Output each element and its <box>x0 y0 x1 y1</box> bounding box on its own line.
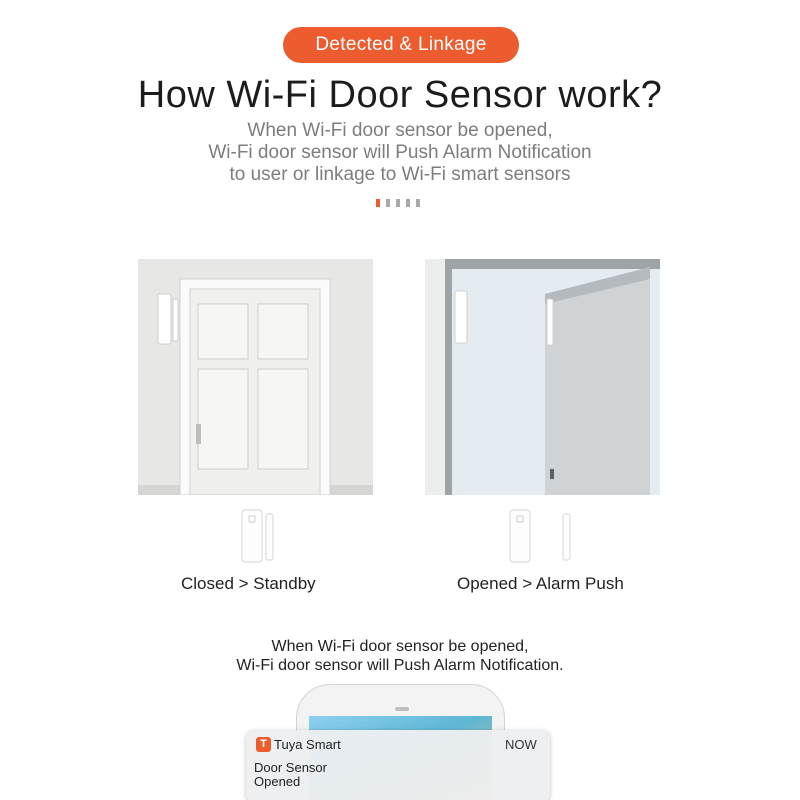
closed-door-image <box>138 259 373 495</box>
closed-state-caption: Closed > Standby <box>181 574 316 593</box>
notification-description <box>0 637 800 675</box>
notification-title: Door Sensor <box>254 760 327 775</box>
page-subtitle <box>0 120 800 186</box>
carousel-indicator <box>376 199 420 207</box>
feature-badge: Detected & Linkage <box>283 27 519 63</box>
opened-state-caption: Opened > Alarm Push <box>457 574 624 593</box>
notification-time: NOW <box>505 737 537 752</box>
sensor-closed-icon <box>240 508 278 564</box>
page-title: How Wi-Fi Door Sensor work? <box>137 74 663 116</box>
subtitle-line: to user or linkage to Wi-Fi smart sensors <box>229 164 571 185</box>
sensor-opened-icon <box>508 508 578 564</box>
subtitle-line: Wi-Fi door sensor will Push Alarm Notification <box>208 142 592 163</box>
notification-body: Opened <box>254 774 301 789</box>
subtitle-line: When Wi-Fi door sensor be opened, <box>247 120 553 141</box>
tuya-app-icon: T <box>256 737 271 752</box>
carousel-dot[interactable] <box>396 199 400 207</box>
notification-app-name: Tuya Smart <box>274 737 341 752</box>
note-line: When Wi-Fi door sensor be opened, <box>271 638 529 655</box>
carousel-dot[interactable] <box>386 199 390 207</box>
note-line: Wi-Fi door sensor will Push Alarm Notification. <box>236 657 564 674</box>
carousel-dot[interactable] <box>406 199 410 207</box>
phone-speaker <box>395 707 409 711</box>
carousel-dot[interactable] <box>376 199 380 207</box>
carousel-dot[interactable] <box>416 199 420 207</box>
opened-door-image <box>425 259 660 495</box>
